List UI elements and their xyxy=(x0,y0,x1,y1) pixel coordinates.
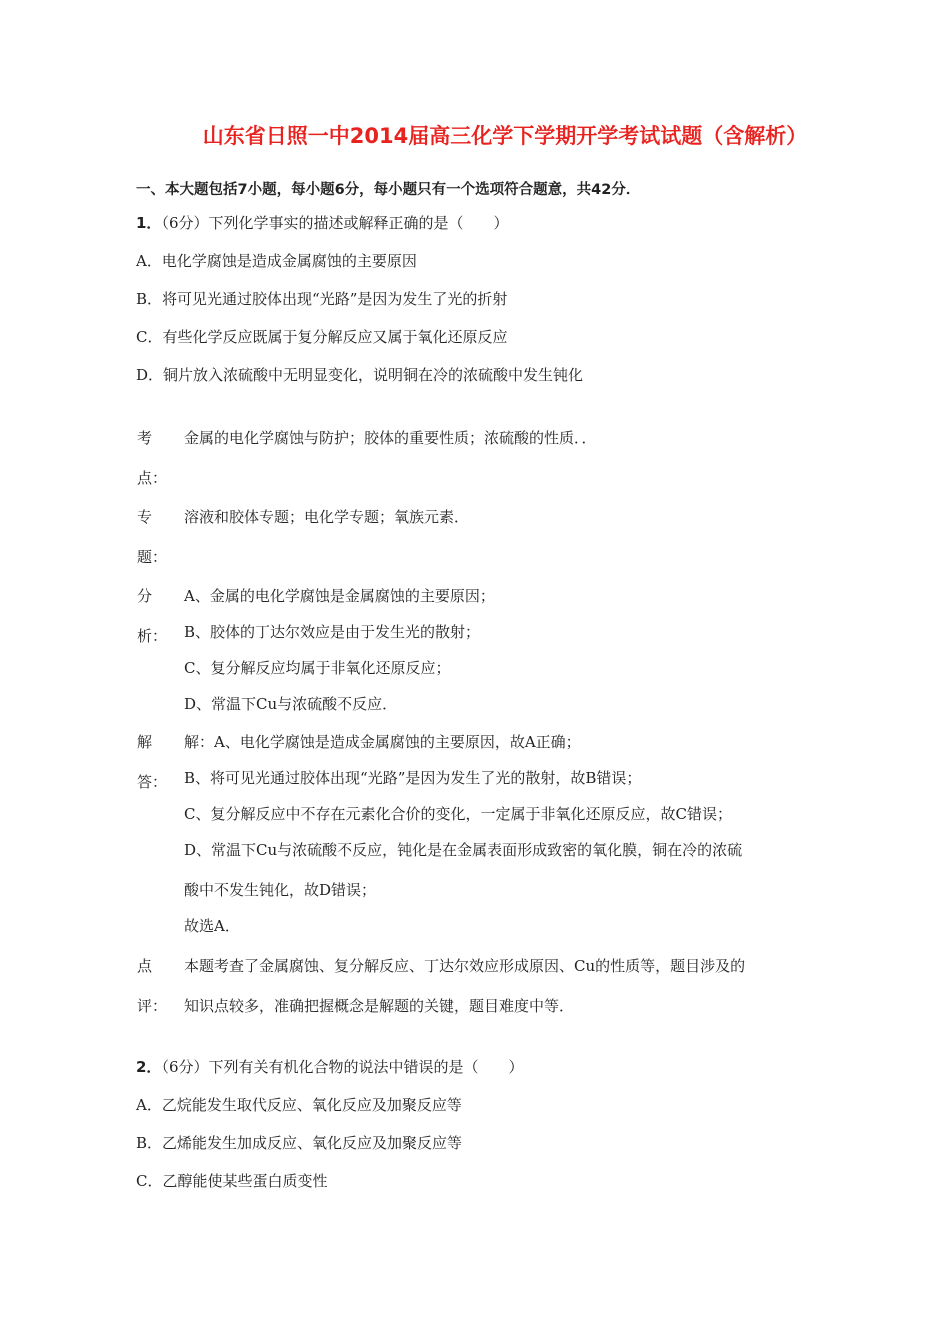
question-2-option-b: B．乙烯能发生加成反应、氧化反应及加聚反应等 xyxy=(136,1134,463,1152)
question-2-text: （6分）下列有关有机化合物的说法中错误的是（ ） xyxy=(161,1058,524,1076)
dianping-line-2: 知识点较多，准确把握概念是解题的关键，题目难度中等． xyxy=(184,997,575,1015)
section-header: 一、本大题包括7小题，每小题6分，每小题只有一个选项符合题意，共42分． xyxy=(136,182,641,198)
question-2-stem xyxy=(136,1056,523,1077)
question-1-option-d: D．铜片放入浓硫酸中无明显变化，说明铜在冷的浓硫酸中发生钝化 xyxy=(136,366,584,384)
fenxi-line-4: D、常温下Cu与浓硫酸不反应． xyxy=(184,695,398,713)
jieda-line-6: 故选A． xyxy=(184,917,240,935)
zhuanti-label-2: 题： xyxy=(137,548,168,566)
kaodian-label-2: 点： xyxy=(137,469,168,487)
jieda-label-2: 答： xyxy=(137,773,168,791)
dianping-line-1: 本题考查了金属腐蚀、复分解反应、丁达尔效应形成原因、Cu的性质等，题目涉及的 xyxy=(184,957,746,975)
jieda-line-2: B、将可见光通过胶体出现“光路”是因为发生了光的散射，故B错误； xyxy=(184,769,642,787)
fenxi-label-1: 分 xyxy=(137,587,153,605)
zhuanti-label-1: 专 xyxy=(137,508,153,526)
question-1-number: 1． xyxy=(136,214,162,232)
fenxi-line-2: B、胶体的丁达尔效应是由于发生光的散射； xyxy=(184,623,481,641)
jieda-line-5: 酸中不发生钝化，故D错误； xyxy=(184,881,377,899)
question-1-text: （6分）下列化学事实的描述或解释正确的是（ ） xyxy=(161,214,509,232)
kaodian-label-1: 考 xyxy=(137,429,153,447)
jieda-label-1: 解 xyxy=(137,733,153,751)
fenxi-line-1: A、金属的电化学腐蚀是金属腐蚀的主要原因； xyxy=(184,587,495,605)
question-1-option-c: C．有些化学反应既属于复分解反应又属于氧化还原反应 xyxy=(136,328,508,346)
question-2-option-c: C．乙醇能使某些蛋白质变性 xyxy=(136,1172,328,1190)
question-1-stem xyxy=(136,212,508,233)
jieda-line-1: 解：A、电化学腐蚀是造成金属腐蚀的主要原因，故A正确； xyxy=(184,733,581,751)
question-2-number: 2． xyxy=(136,1058,162,1076)
document-title: 山东省日照一中2014届高三化学下学期开学考试试题（含解析） xyxy=(202,124,808,148)
zhuanti-text: 溶液和胶体专题；电化学专题；氧族元素． xyxy=(184,508,470,526)
kaodian-text: 金属的电化学腐蚀与防护；胶体的重要性质；浓硫酸的性质．． xyxy=(184,429,597,447)
dianping-label-2: 评： xyxy=(137,997,168,1015)
question-1-option-a: A．电化学腐蚀是造成金属腐蚀的主要原因 xyxy=(136,252,417,270)
fenxi-line-3: C、复分解反应均属于非氧化还原反应； xyxy=(184,659,451,677)
fenxi-label-2: 析： xyxy=(137,627,168,645)
dianping-label-1: 点 xyxy=(137,957,153,975)
jieda-line-4: D、常温下Cu与浓硫酸不反应，钝化是在金属表面形成致密的氧化膜，铜在冷的浓硫 xyxy=(184,841,743,859)
question-1-option-b: B．将可见光通过胶体出现“光路”是因为发生了光的折射 xyxy=(136,290,508,308)
jieda-line-3: C、复分解反应中不存在元素化合价的变化，一定属于非氧化还原反应，故C错误； xyxy=(184,805,732,823)
question-2-option-a: A．乙烷能发生取代反应、氧化反应及加聚反应等 xyxy=(136,1096,462,1114)
